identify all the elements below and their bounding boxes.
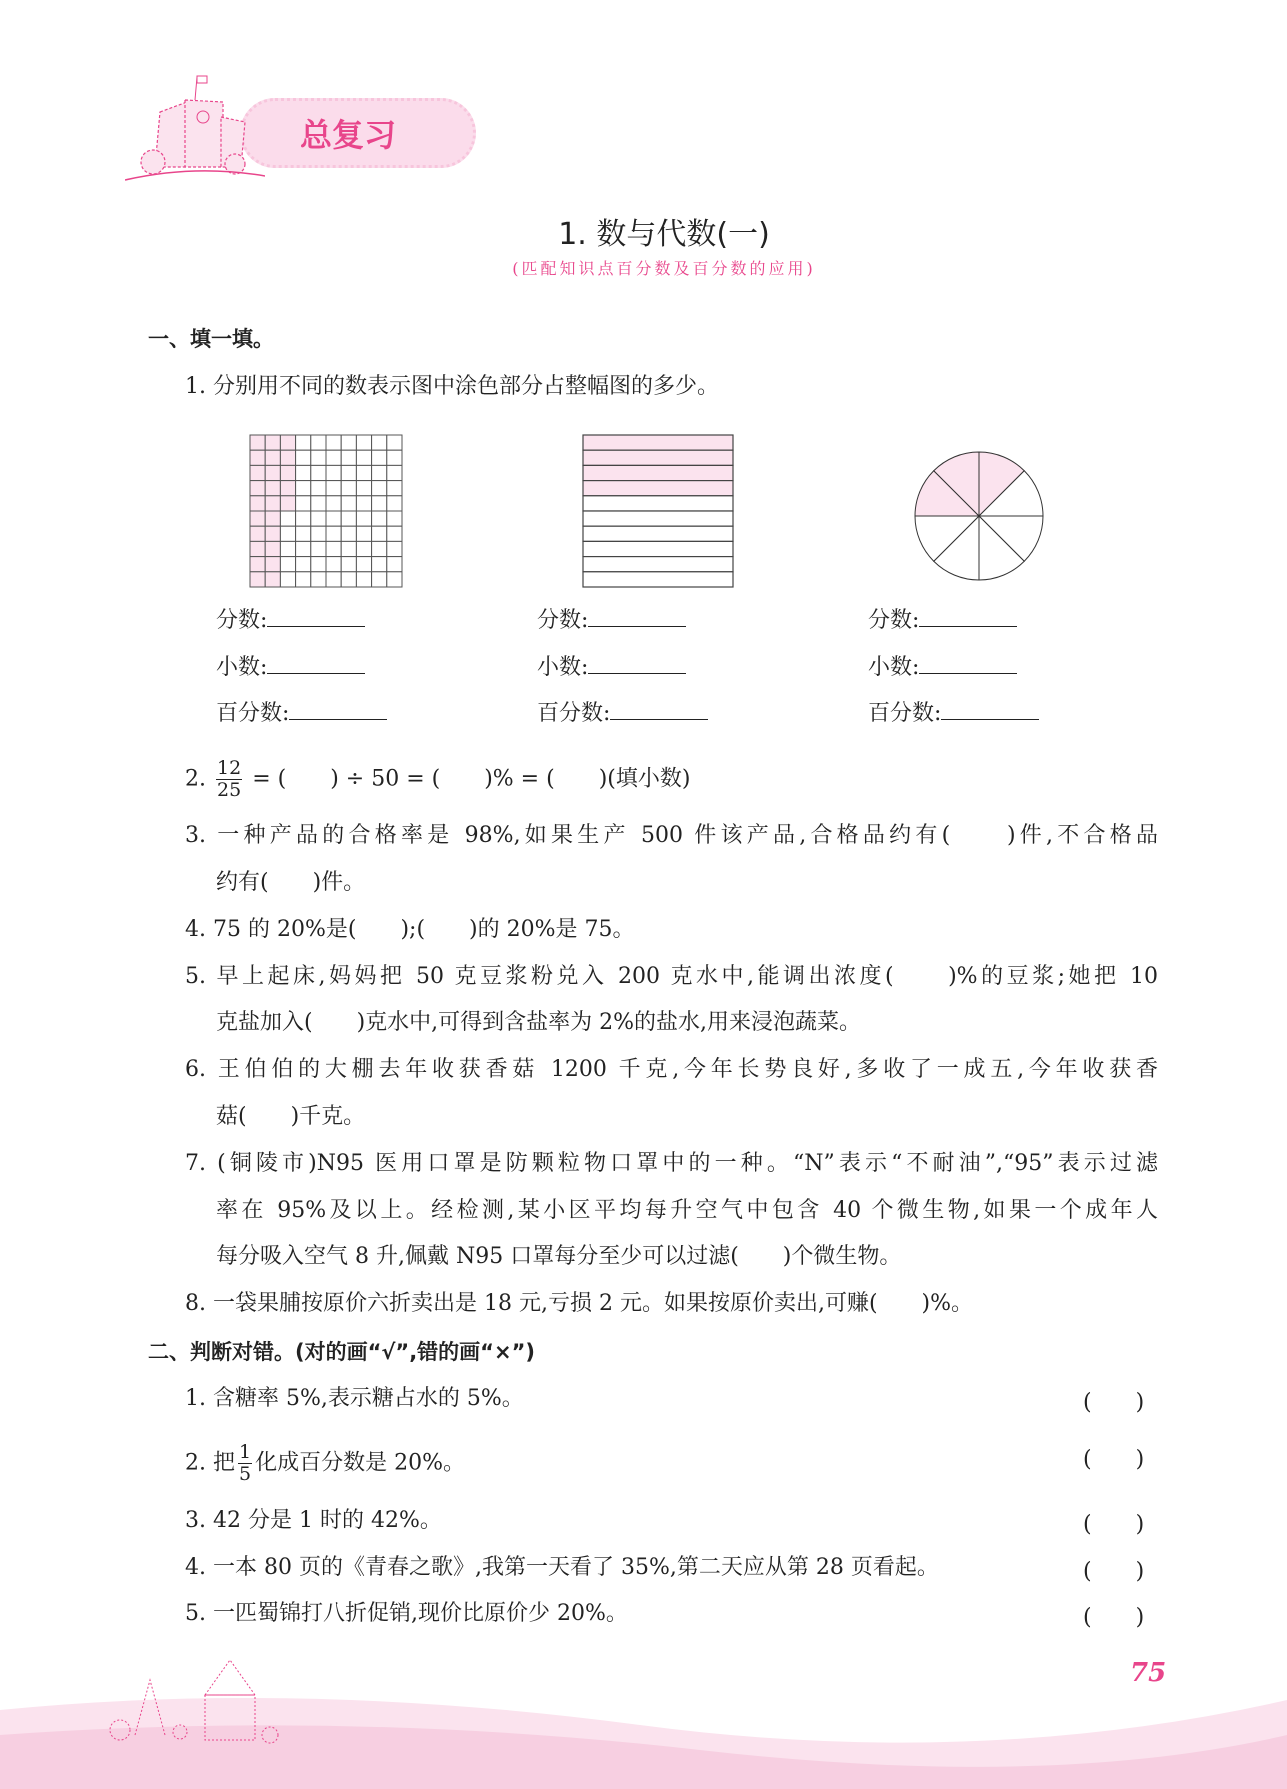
answer-blank[interactable]	[610, 700, 708, 720]
answer-blank[interactable]	[267, 607, 365, 627]
grid-cell	[387, 481, 402, 496]
grid-cell	[372, 450, 387, 465]
q-text: 化成百分数是 20%。	[255, 1450, 466, 1476]
grid-cell	[326, 481, 341, 496]
grid-cell	[265, 511, 280, 526]
question-3-line	[185, 822, 1158, 850]
q-text: 菇( )千克。	[216, 1104, 366, 1129]
answer-blank[interactable]	[267, 654, 365, 674]
grid-cell	[280, 511, 295, 526]
grid-cell	[296, 465, 311, 480]
grid-cell	[341, 541, 356, 556]
grid-cell	[341, 526, 356, 541]
label: 分数:	[216, 608, 268, 633]
grid-cell	[387, 572, 402, 587]
grid-cell	[280, 465, 295, 480]
grid-cell	[265, 435, 280, 450]
grid-cell	[280, 435, 295, 450]
label: 分数:	[868, 608, 920, 633]
grid-cell	[296, 572, 311, 587]
grid-cell	[265, 526, 280, 541]
answer-percent	[216, 700, 387, 728]
grid-cell	[341, 450, 356, 465]
section-heading-fill: 一、填一填。	[148, 327, 274, 351]
question-2	[185, 758, 690, 801]
grid-cell	[326, 541, 341, 556]
grid-cell	[341, 465, 356, 480]
judge-answer-box[interactable]: ( )	[1083, 1447, 1145, 1472]
grid-cell	[387, 496, 402, 511]
stripe	[583, 465, 733, 480]
numerator: 12	[217, 757, 242, 779]
q-text: (铜陵市)N95 医用口罩是防颗粒物口罩中的一种。“N”表示“不耐油”,“95”表示过滤	[217, 1151, 1158, 1176]
grid-cell	[296, 435, 311, 450]
grid-cell	[250, 572, 265, 587]
grid-cell	[387, 526, 402, 541]
question-5-line	[216, 1009, 861, 1037]
q-text: 含糖率 5%,表示糖占水的 5%。	[213, 1386, 524, 1411]
label: 百分数:	[537, 701, 611, 726]
grid-cell	[326, 511, 341, 526]
grid-cell	[387, 435, 402, 450]
answer-fraction	[537, 607, 686, 635]
grid-cell	[265, 481, 280, 496]
grid-cell	[296, 496, 311, 511]
grid-cell	[372, 541, 387, 556]
answer-decimal	[868, 654, 1017, 682]
grid-cell	[326, 496, 341, 511]
grid-cell	[341, 572, 356, 587]
answer-fraction	[868, 607, 1017, 635]
page-subtitle: (匹配知识点百分数及百分数的应用)	[512, 259, 816, 278]
q-text: 率在 95%及以上。经检测,某小区平均每升空气中包含 40 个微生物,如果一个成年人	[216, 1198, 1158, 1223]
grid-cell	[265, 496, 280, 511]
judge-item	[185, 1554, 939, 1582]
q-text: 一匹蜀锦打八折促销,现价比原价少 20%。	[213, 1601, 628, 1626]
grid-cell	[280, 541, 295, 556]
page-title: 1. 数与代数(一)	[558, 217, 770, 252]
q-text: 42 分是 1 时的 42%。	[213, 1508, 442, 1533]
grid-cell	[341, 557, 356, 572]
grid-cell	[341, 481, 356, 496]
stripe	[583, 450, 733, 465]
q-text: 一种产品的合格率是 98%,如果生产 500 件该产品,合格品约有( )件,不合格品	[217, 823, 1158, 848]
answer-blank[interactable]	[588, 654, 686, 674]
grid-cell	[250, 496, 265, 511]
judge-answer-box[interactable]: ( )	[1083, 1390, 1145, 1415]
question-6-line	[185, 1056, 1158, 1084]
q-text: 一袋果脯按原价六折卖出是 18 元,亏损 2 元。如果按原价卖出,可赚( )%。	[213, 1291, 974, 1316]
question-5-line	[185, 963, 1158, 991]
question-6-line	[216, 1103, 365, 1131]
grid-cell	[341, 435, 356, 450]
grid-cell	[280, 481, 295, 496]
grid-cell	[356, 465, 371, 480]
grid-cell	[356, 526, 371, 541]
grid-cell	[372, 496, 387, 511]
grid-cell	[356, 481, 371, 496]
grid-cell	[250, 557, 265, 572]
q-number: 3.	[185, 823, 206, 848]
grid-cell	[326, 572, 341, 587]
grid-cell	[356, 511, 371, 526]
page-number: 75	[1130, 1658, 1167, 1688]
grid-cell	[311, 526, 326, 541]
label: 小数:	[216, 654, 268, 680]
answer-blank[interactable]	[289, 700, 387, 720]
grid-cell	[356, 496, 371, 511]
q-number: 1.	[185, 1386, 206, 1411]
grid-cell	[311, 496, 326, 511]
q-number: 5.	[185, 964, 206, 989]
question-7-line	[216, 1197, 1158, 1225]
answer-blank[interactable]	[919, 607, 1017, 627]
grid-cell	[326, 557, 341, 572]
numerator: 1	[239, 1441, 252, 1463]
grid-cell	[296, 481, 311, 496]
grid-cell	[250, 435, 265, 450]
grid-cell	[250, 526, 265, 541]
question-7-line	[185, 1150, 1158, 1178]
banner-title: 总复习	[300, 116, 397, 154]
grid-cell	[280, 496, 295, 511]
label: 分数:	[537, 608, 589, 633]
grid-cell	[372, 435, 387, 450]
judge-answer-box[interactable]: ( )	[1083, 1605, 1145, 1630]
figures	[0, 0, 1287, 620]
grid-cell	[265, 450, 280, 465]
grid-cell	[250, 511, 265, 526]
grid-cell	[372, 572, 387, 587]
denominator: 25	[217, 779, 242, 801]
grid-cell	[387, 557, 402, 572]
grid-cell	[250, 450, 265, 465]
judge-answer-box[interactable]: ( )	[1083, 1559, 1145, 1584]
grid-cell	[387, 541, 402, 556]
grid-cell	[311, 435, 326, 450]
grid-cell	[356, 450, 371, 465]
q-text: 一本 80 页的《青春之歌》,我第一天看了 35%,第二天应从第 28 页看起。	[213, 1555, 939, 1580]
judge-item	[185, 1442, 465, 1485]
grid-cell	[296, 526, 311, 541]
answer-fraction	[216, 607, 365, 635]
section-heading-judge: 二、判断对错。(对的画“√”,错的画“×”)	[148, 1340, 535, 1364]
grid-cell	[265, 465, 280, 480]
q-number: 6.	[185, 1057, 206, 1082]
grid-cell	[372, 511, 387, 526]
grid-cell	[311, 557, 326, 572]
judge-item	[185, 1507, 442, 1535]
q-number: 3.	[185, 1508, 206, 1533]
answer-blank[interactable]	[588, 607, 686, 627]
q-text: 约有( )件。	[216, 870, 366, 895]
judge-answer-box[interactable]: ( )	[1083, 1512, 1145, 1537]
q-text: 早上起床,妈妈把 50 克豆浆粉兑入 200 克水中,能调出浓度( )%的豆浆;她把 10	[216, 964, 1158, 989]
grid-cell	[311, 541, 326, 556]
q-text: = ( ) ÷ 50 = ( )% = ( )(填小数)	[252, 766, 691, 792]
stripe	[583, 511, 733, 526]
q-text: 克盐加入( )克水中,可得到含盐率为 2%的盐水,用来浸泡蔬菜。	[216, 1010, 862, 1035]
question-4-line	[185, 916, 635, 944]
answer-decimal	[537, 654, 686, 682]
judge-item	[185, 1600, 628, 1628]
q-number: 2.	[185, 766, 206, 792]
grid-cell	[326, 465, 341, 480]
answer-percent	[537, 700, 708, 728]
q-text: 75 的 20%是( );( )的 20%是 75。	[213, 917, 635, 942]
grid-cell	[280, 526, 295, 541]
grid-cell	[387, 465, 402, 480]
grid-cell	[356, 557, 371, 572]
grid-cell	[296, 450, 311, 465]
grid-cell	[265, 541, 280, 556]
q-number: 7.	[185, 1151, 206, 1176]
grid-cell	[372, 557, 387, 572]
footer-decoration	[0, 1640, 1287, 1789]
grid-cell	[356, 541, 371, 556]
grid-cell	[250, 481, 265, 496]
denominator: 5	[239, 1463, 252, 1485]
label: 小数:	[537, 654, 589, 680]
grid-cell	[296, 557, 311, 572]
grid-cell	[356, 572, 371, 587]
answer-percent	[868, 700, 1039, 728]
grid-cell	[356, 435, 371, 450]
label: 百分数:	[868, 701, 942, 726]
question-7-line	[216, 1243, 901, 1271]
q-number: 5.	[185, 1601, 206, 1626]
stripe	[583, 541, 733, 556]
fraction	[216, 758, 242, 801]
label: 小数:	[868, 654, 920, 680]
q-number: 4.	[185, 917, 206, 942]
q-number: 1.	[185, 374, 206, 399]
stripe	[583, 481, 733, 496]
grid-cell	[311, 572, 326, 587]
question-3-line	[216, 869, 365, 897]
q-text: 分别用不同的数表示图中涂色部分占整幅图的多少。	[213, 374, 720, 399]
grid-cell	[341, 511, 356, 526]
answer-blank[interactable]	[941, 700, 1039, 720]
grid-cell	[372, 465, 387, 480]
grid-cell	[387, 511, 402, 526]
grid-cell	[341, 496, 356, 511]
stripe	[583, 572, 733, 587]
q-number: 4.	[185, 1555, 206, 1580]
grid-cell	[387, 450, 402, 465]
grid-cell	[280, 572, 295, 587]
answer-decimal	[216, 654, 365, 682]
grid-cell	[250, 541, 265, 556]
grid-cell	[250, 465, 265, 480]
q-number: 8.	[185, 1291, 206, 1316]
stripe	[583, 496, 733, 511]
grid-cell	[265, 572, 280, 587]
grid-cell	[296, 511, 311, 526]
grid-cell	[372, 526, 387, 541]
stripe	[583, 435, 733, 450]
grid-cell	[326, 435, 341, 450]
judge-item	[185, 1385, 524, 1413]
stripe	[583, 526, 733, 541]
grid-cell	[265, 557, 280, 572]
q-text: 每分吸入空气 8 升,佩戴 N95 口罩每分至少可以过滤( )个微生物。	[216, 1244, 902, 1269]
grid-cell	[280, 557, 295, 572]
q-text: 王伯伯的大棚去年收获香菇 1200 千克,今年长势良好,多收了一成五,今年收获香	[217, 1057, 1158, 1082]
grid-cell	[311, 481, 326, 496]
question-8-line	[185, 1290, 973, 1318]
answer-blank[interactable]	[919, 654, 1017, 674]
stripe	[583, 557, 733, 572]
label: 百分数:	[216, 701, 290, 726]
grid-cell	[280, 450, 295, 465]
fraction	[238, 1442, 252, 1485]
grid-cell	[296, 541, 311, 556]
grid-cell	[372, 481, 387, 496]
grid-cell	[326, 526, 341, 541]
grid-cell	[311, 465, 326, 480]
grid-cell	[311, 511, 326, 526]
grid-cell	[311, 450, 326, 465]
q-number: 2.	[185, 1450, 206, 1476]
q-text: 把	[213, 1450, 236, 1476]
grid-cell	[326, 450, 341, 465]
